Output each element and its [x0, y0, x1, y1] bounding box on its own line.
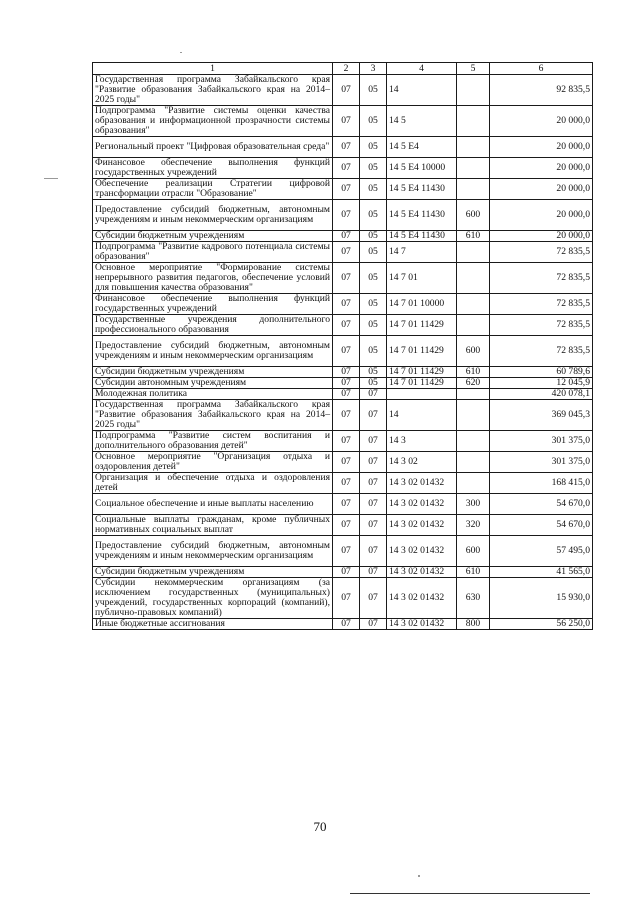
- row-expense-type-cell: [457, 106, 490, 137]
- row-section-cell: 07: [333, 515, 360, 536]
- row-name-cell: Социальные выплаты гражданам, кроме публичных нормативных социальных выплат: [93, 515, 333, 536]
- row-name-cell: Государственные учреждения дополнительного профессионального образования: [93, 315, 333, 336]
- row-name-cell: Иные бюджетные ассигнования: [93, 619, 333, 630]
- table-row: [93, 378, 593, 389]
- row-amount-cell: 72 835,5: [490, 242, 593, 263]
- row-amount-cell: 301 375,0: [490, 452, 593, 473]
- row-section-cell: 07: [333, 431, 360, 452]
- row-target-article-cell: 14 3: [387, 431, 457, 452]
- row-subsection-cell: 07: [360, 431, 387, 452]
- table-row: [93, 158, 593, 179]
- col-header-2: 2: [333, 63, 360, 75]
- row-subsection-cell: 07: [360, 536, 387, 567]
- row-expense-type-cell: [457, 158, 490, 179]
- row-name-cell: Субсидии бюджетным учреждениям: [93, 367, 333, 378]
- row-amount-cell: 301 375,0: [490, 431, 593, 452]
- row-target-article-cell: 14 5 E4 11430: [387, 179, 457, 200]
- row-expense-type-cell: 610: [457, 367, 490, 378]
- table-row: [93, 515, 593, 536]
- row-name-cell: Молодежная политика: [93, 389, 333, 400]
- row-subsection-cell: 05: [360, 367, 387, 378]
- row-name-cell: Подпрограмма "Развитие кадрового потенциала системы образования": [93, 242, 333, 263]
- row-expense-type-cell: [457, 242, 490, 263]
- row-subsection-cell: 07: [360, 494, 387, 515]
- row-expense-type-cell: 620: [457, 378, 490, 389]
- table-row: [93, 400, 593, 431]
- row-amount-cell: 20 000,0: [490, 137, 593, 158]
- col-header-5: 5: [457, 63, 490, 75]
- row-amount-cell: 12 045,9: [490, 378, 593, 389]
- table-row: [93, 336, 593, 367]
- row-amount-cell: 20 000,0: [490, 158, 593, 179]
- row-section-cell: 07: [333, 242, 360, 263]
- row-section-cell: 07: [333, 315, 360, 336]
- row-section-cell: 07: [333, 106, 360, 137]
- row-target-article-cell: 14 5 E4 11430: [387, 200, 457, 231]
- row-name-cell: Обеспечение реализации Стратегии цифровой трансформации отрасли "Образование": [93, 179, 333, 200]
- row-section-cell: 07: [333, 137, 360, 158]
- row-subsection-cell: 07: [360, 578, 387, 619]
- row-name-cell: Субсидии бюджетным учреждениям: [93, 231, 333, 242]
- row-section-cell: 07: [333, 367, 360, 378]
- table-row: [93, 294, 593, 315]
- row-subsection-cell: 05: [360, 75, 387, 106]
- row-expense-type-cell: [457, 294, 490, 315]
- row-name-cell: Субсидии бюджетным учреждениям: [93, 567, 333, 578]
- table-row: [93, 75, 593, 106]
- row-subsection-cell: 05: [360, 263, 387, 294]
- row-amount-cell: 20 000,0: [490, 231, 593, 242]
- table-row: [93, 137, 593, 158]
- row-section-cell: 07: [333, 200, 360, 231]
- row-expense-type-cell: 610: [457, 231, 490, 242]
- table-row: [93, 231, 593, 242]
- row-subsection-cell: 05: [360, 336, 387, 367]
- row-subsection-cell: 07: [360, 473, 387, 494]
- row-section-cell: 07: [333, 567, 360, 578]
- row-target-article-cell: 14 5: [387, 106, 457, 137]
- budget-table: [92, 62, 593, 630]
- row-expense-type-cell: [457, 400, 490, 431]
- row-subsection-cell: 05: [360, 179, 387, 200]
- row-expense-type-cell: 800: [457, 619, 490, 630]
- row-name-cell: Финансовое обеспечение выполнения функций государственных учреждений: [93, 158, 333, 179]
- row-amount-cell: 72 835,5: [490, 294, 593, 315]
- row-target-article-cell: 14 5 E4: [387, 137, 457, 158]
- row-amount-cell: 57 495,0: [490, 536, 593, 567]
- row-target-article-cell: 14 7 01 11429: [387, 367, 457, 378]
- row-amount-cell: 20 000,0: [490, 200, 593, 231]
- row-expense-type-cell: [457, 315, 490, 336]
- table-row: [93, 578, 593, 619]
- scan-edge-line: [350, 893, 590, 894]
- row-subsection-cell: 07: [360, 515, 387, 536]
- row-expense-type-cell: [457, 179, 490, 200]
- row-name-cell: Государственная программа Забайкальского края "Развитие образования Забайкальского края на 2014–2025 годы": [93, 400, 333, 431]
- row-target-article-cell: 14 3 02: [387, 452, 457, 473]
- row-name-cell: Субсидии некоммерческим организациям (за исключением государственных (муниципальных) учреждений, государственных корпораций (компаний), публично-правовых компаний): [93, 578, 333, 619]
- row-target-article-cell: [387, 389, 457, 400]
- row-section-cell: 07: [333, 400, 360, 431]
- row-name-cell: Основное мероприятие "Формирование системы непрерывного развития педагогов, обеспечение условий для повышения качества образования": [93, 263, 333, 294]
- row-expense-type-cell: 300: [457, 494, 490, 515]
- row-subsection-cell: 05: [360, 231, 387, 242]
- table-row: [93, 367, 593, 378]
- table-row: [93, 106, 593, 137]
- row-subsection-cell: 05: [360, 378, 387, 389]
- row-name-cell: Субсидии автономным учреждениям: [93, 378, 333, 389]
- row-amount-cell: 369 045,3: [490, 400, 593, 431]
- row-expense-type-cell: [457, 389, 490, 400]
- row-section-cell: 07: [333, 536, 360, 567]
- row-name-cell: Государственная программа Забайкальского края "Развитие образования Забайкальского края на 2014–2025 годы": [93, 75, 333, 106]
- row-target-article-cell: 14 7 01 11429: [387, 315, 457, 336]
- row-expense-type-cell: 320: [457, 515, 490, 536]
- row-expense-type-cell: [457, 75, 490, 106]
- row-subsection-cell: 05: [360, 158, 387, 179]
- row-amount-cell: 20 000,0: [490, 179, 593, 200]
- row-name-cell: Основное мероприятие "Организация отдыха и оздоровления детей": [93, 452, 333, 473]
- row-target-article-cell: 14 7 01 10000: [387, 294, 457, 315]
- table-row: [93, 452, 593, 473]
- row-name-cell: Предоставление субсидий бюджетным, автономным учреждениям и иным некоммерческим организациям: [93, 536, 333, 567]
- row-target-article-cell: 14 3 02 01432: [387, 578, 457, 619]
- row-amount-cell: 72 835,5: [490, 315, 593, 336]
- row-amount-cell: 72 835,5: [490, 263, 593, 294]
- row-target-article-cell: 14 3 02 01432: [387, 494, 457, 515]
- row-target-article-cell: 14: [387, 400, 457, 431]
- row-amount-cell: 60 789,6: [490, 367, 593, 378]
- row-subsection-cell: 05: [360, 315, 387, 336]
- row-target-article-cell: 14 7 01 11429: [387, 378, 457, 389]
- row-amount-cell: 56 250,0: [490, 619, 593, 630]
- row-amount-cell: 72 835,5: [490, 336, 593, 367]
- row-target-article-cell: 14 3 02 01432: [387, 473, 457, 494]
- row-section-cell: 07: [333, 336, 360, 367]
- col-header-1: 1: [93, 63, 333, 75]
- row-section-cell: 07: [333, 231, 360, 242]
- row-subsection-cell: 07: [360, 400, 387, 431]
- row-target-article-cell: 14 5 E4 10000: [387, 158, 457, 179]
- row-name-cell: Организация и обеспечение отдыха и оздоровления детей: [93, 473, 333, 494]
- row-target-article-cell: 14 3 02 01432: [387, 619, 457, 630]
- table-row: [93, 494, 593, 515]
- row-expense-type-cell: [457, 431, 490, 452]
- row-target-article-cell: 14 7 01 11429: [387, 336, 457, 367]
- row-amount-cell: 54 670,0: [490, 515, 593, 536]
- row-name-cell: Финансовое обеспечение выполнения функций государственных учреждений: [93, 294, 333, 315]
- row-subsection-cell: 05: [360, 242, 387, 263]
- row-amount-cell: 168 415,0: [490, 473, 593, 494]
- header-row: [93, 63, 593, 75]
- table-row: [93, 315, 593, 336]
- table-row: [93, 200, 593, 231]
- row-section-cell: 07: [333, 389, 360, 400]
- col-header-4: 4: [387, 63, 457, 75]
- col-header-3: 3: [360, 63, 387, 75]
- row-subsection-cell: 07: [360, 452, 387, 473]
- row-section-cell: 07: [333, 179, 360, 200]
- scan-speck: [180, 52, 182, 53]
- row-name-cell: Предоставление субсидий бюджетным, автономным учреждениям и иным некоммерческим организациям: [93, 200, 333, 231]
- row-amount-cell: 92 835,5: [490, 75, 593, 106]
- table-row: [93, 473, 593, 494]
- col-header-6: 6: [490, 63, 593, 75]
- row-name-cell: Подпрограмма "Развитие системы оценки качества образования и информационной прозрачности системы образования": [93, 106, 333, 137]
- row-subsection-cell: 05: [360, 200, 387, 231]
- row-expense-type-cell: 610: [457, 567, 490, 578]
- row-expense-type-cell: 630: [457, 578, 490, 619]
- row-subsection-cell: 07: [360, 389, 387, 400]
- row-section-cell: 07: [333, 378, 360, 389]
- row-target-article-cell: 14 3 02 01432: [387, 567, 457, 578]
- table-row: [93, 567, 593, 578]
- row-target-article-cell: 14 7: [387, 242, 457, 263]
- row-subsection-cell: 07: [360, 619, 387, 630]
- table-row: [93, 179, 593, 200]
- row-section-cell: 07: [333, 619, 360, 630]
- row-section-cell: 07: [333, 452, 360, 473]
- row-subsection-cell: 05: [360, 106, 387, 137]
- table-row: [93, 389, 593, 400]
- table-row: [93, 536, 593, 567]
- row-expense-type-cell: 600: [457, 336, 490, 367]
- row-amount-cell: 54 670,0: [490, 494, 593, 515]
- row-target-article-cell: 14 3 02 01432: [387, 515, 457, 536]
- table-row: [93, 431, 593, 452]
- row-amount-cell: 420 078,1: [490, 389, 593, 400]
- table-row: [93, 619, 593, 630]
- row-expense-type-cell: 600: [457, 536, 490, 567]
- row-amount-cell: 41 565,0: [490, 567, 593, 578]
- row-section-cell: 07: [333, 294, 360, 315]
- scan-speck: [44, 178, 58, 179]
- table-body: [93, 75, 593, 630]
- row-name-cell: Региональный проект "Цифровая образовательная среда": [93, 137, 333, 158]
- row-section-cell: 07: [333, 263, 360, 294]
- row-expense-type-cell: [457, 137, 490, 158]
- page-number: 70: [313, 819, 327, 834]
- table-row: [93, 263, 593, 294]
- row-amount-cell: 15 930,0: [490, 578, 593, 619]
- row-target-article-cell: 14 5 E4 11430: [387, 231, 457, 242]
- row-name-cell: Подпрограмма "Развитие систем воспитания и дополнительного образования детей": [93, 431, 333, 452]
- row-target-article-cell: 14 7 01: [387, 263, 457, 294]
- scan-speck: [418, 875, 420, 877]
- table-row: [93, 242, 593, 263]
- row-expense-type-cell: [457, 263, 490, 294]
- row-name-cell: Социальное обеспечение и иные выплаты населению: [93, 494, 333, 515]
- row-section-cell: 07: [333, 473, 360, 494]
- row-expense-type-cell: [457, 473, 490, 494]
- row-subsection-cell: 07: [360, 567, 387, 578]
- row-target-article-cell: 14 3 02 01432: [387, 536, 457, 567]
- row-section-cell: 07: [333, 578, 360, 619]
- row-subsection-cell: 05: [360, 294, 387, 315]
- row-section-cell: 07: [333, 494, 360, 515]
- row-target-article-cell: 14: [387, 75, 457, 106]
- row-name-cell: Предоставление субсидий бюджетным, автономным учреждениям и иным некоммерческим организациям: [93, 336, 333, 367]
- row-section-cell: 07: [333, 75, 360, 106]
- row-expense-type-cell: [457, 452, 490, 473]
- row-expense-type-cell: 600: [457, 200, 490, 231]
- row-section-cell: 07: [333, 158, 360, 179]
- row-amount-cell: 20 000,0: [490, 106, 593, 137]
- row-subsection-cell: 05: [360, 137, 387, 158]
